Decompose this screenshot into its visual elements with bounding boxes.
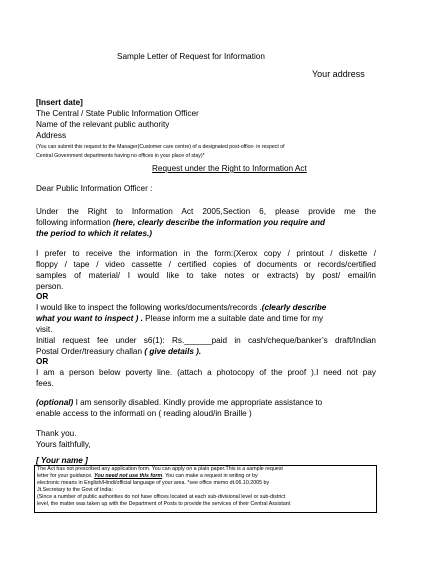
box-line: Jt.Secretary to the Govt of India: — [37, 487, 113, 493]
box-line: (Since a number of public authorities do not have offices located at each sub-divisional level or sub-district — [37, 494, 286, 500]
insert-date: [Insert date] — [36, 98, 83, 107]
bpl-line: fees. — [36, 379, 54, 388]
subject-line: Request under the Right to Information Act — [152, 164, 307, 173]
recipient-line: The Central / State Public Information Officer — [36, 109, 199, 118]
your-name: [ Your name ] — [36, 456, 88, 465]
para2-line: I prefer to receive the information in the form:(Xerox copy / printout / diskette / — [36, 249, 376, 258]
recipient-line: Name of the relevant public authority — [36, 120, 170, 129]
box-line: level, the matter was taken up with the Department of Posts to provide the services of their Central Assistant — [37, 501, 291, 507]
para3-line: what you want to inspect ) . Please inform me a suitable date and time for my — [36, 314, 324, 323]
closing-line: Yours faithfully, — [36, 440, 91, 449]
instructions-box — [34, 465, 377, 513]
box-line: The Act has not prescribed any application form. You can apply on a plain paper.This is a sample request — [37, 466, 283, 472]
para1-line: the period to which it relates.) — [36, 229, 153, 238]
note-line: Central Government departments having no offices in your place of stay)* — [36, 153, 205, 159]
page-title: Sample Letter of Request for Information — [117, 52, 265, 61]
your-address: Your address — [312, 69, 365, 79]
para1-line: following information (here, clearly describe the information you require and — [36, 218, 325, 227]
optional-line: enable access to the informati on ( reading aloud/in Braille ) — [36, 409, 252, 418]
para2-line: samples of material/ I would like to take notes or extracts) by post/ email/in — [36, 271, 376, 280]
bpl-line: I am a person below poverty line. (attach a photocopy of the proof ).I need not pay — [36, 368, 376, 377]
optional-line: (optional) I am sensorily disabled. Kindly provide me appropriate assistance to — [36, 398, 323, 407]
para2-line: floppy / tape / video cassette / certified copies of documents or records/certified — [36, 260, 376, 269]
box-line: electronic means in English/Hindi/official language of your area. *see office memo dt.06.10.2005 by — [37, 480, 270, 486]
recipient-line: Address — [36, 131, 67, 140]
thanks-line: Thank you. — [36, 429, 77, 438]
fee-line: Initial request fee under s6(1): Rs.______paid in cash/cheque/banker’s draft/Indian — [36, 336, 376, 345]
para3-line: I would like to inspect the following works/documents/records .(clearly describe — [36, 303, 327, 312]
note-line: (You can submit this request to the Manager(Customer care centre) of a designated post-office- in respect of — [36, 144, 285, 150]
box-line: letter for your guidance. You need not use this form. You can make a request in writing or by — [37, 473, 258, 479]
para1-line: Under the Right to Information Act 2005,Section 6, please provide me the — [36, 207, 376, 216]
para2-line: person. — [36, 282, 64, 291]
fee-line: Postal Order/treasury challan ( give details ). — [36, 347, 202, 356]
or-separator: OR — [36, 357, 49, 366]
or-separator: OR — [36, 292, 49, 301]
salutation: Dear Public Information Officer : — [36, 184, 153, 193]
para3-line: visit. — [36, 325, 53, 334]
